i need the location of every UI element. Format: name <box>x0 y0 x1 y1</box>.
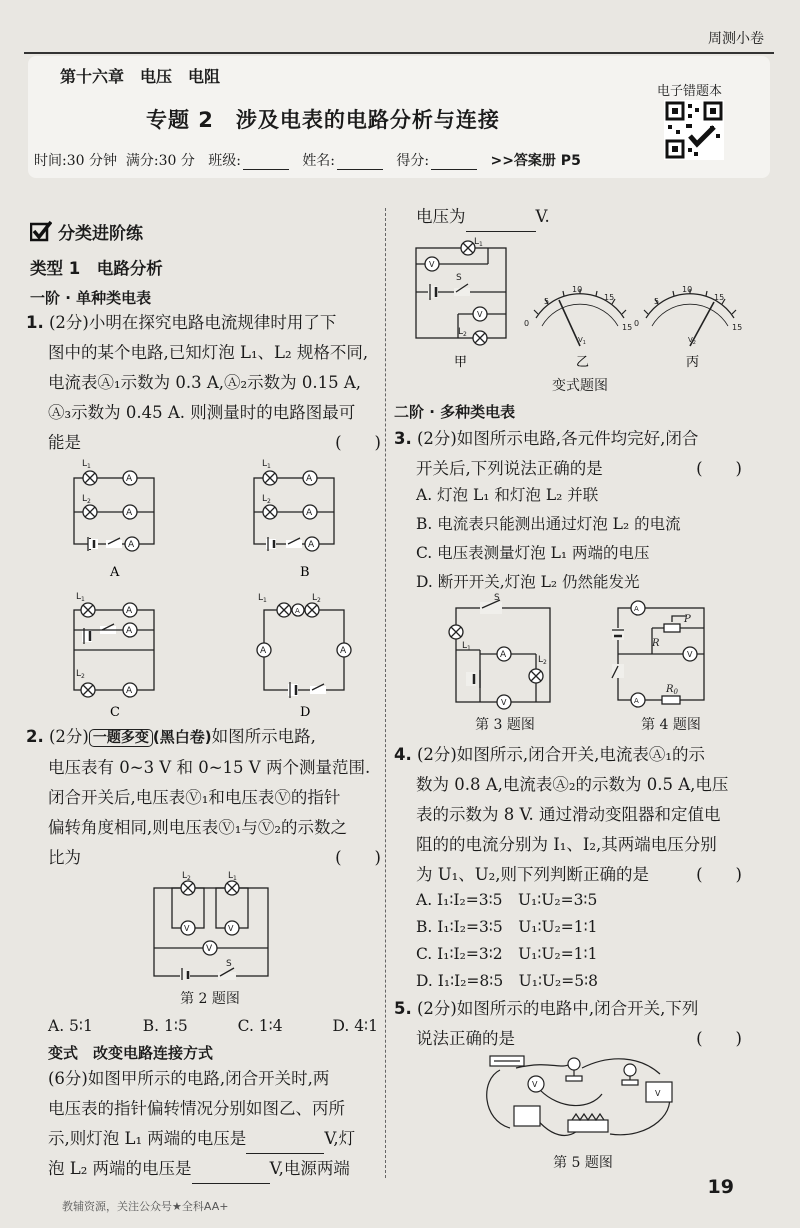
footer-note: 教辅资源，关注公众号★全科AA+ <box>62 1200 229 1213</box>
figure-yi-label: 乙 <box>576 355 590 370</box>
q1-line: 能是 <box>48 433 81 452</box>
circuit-c-label: C <box>110 705 120 720</box>
q3-number: 3. <box>394 429 412 448</box>
score-label: 得分: <box>396 153 430 169</box>
svg-text:15: 15 <box>732 323 743 332</box>
circuit-a-label: A <box>110 565 120 580</box>
svg-text:15: 15 <box>714 293 725 302</box>
svg-text:L1: $L_1$ <box>228 871 237 882</box>
svg-text:10: 10 <box>682 285 693 294</box>
name-label: 姓名: <box>302 153 336 169</box>
variant-continuation <box>416 202 550 232</box>
circuit-b <box>254 471 334 551</box>
svg-text:V: V <box>501 698 507 707</box>
svg-text:A: A <box>306 508 313 518</box>
svg-text:15: 15 <box>604 293 615 302</box>
variant-cont-tail: V. <box>535 207 550 226</box>
svg-text:A: A <box>634 697 639 705</box>
variant-line: V,灯 <box>324 1129 356 1148</box>
q1-line: 图中的某个电路,已知灯泡 L₁、L₂ 规格不同, <box>48 343 369 362</box>
svg-text:R0: $R_0$ <box>666 684 678 696</box>
q4-option-c[interactable]: C. I₁∶I₂=3∶2 U₁∶U₂=1∶1 <box>416 945 598 963</box>
figure-bing-label: 丙 <box>686 355 700 370</box>
class-label: 班级: <box>208 153 241 169</box>
section-title: 分类进阶练 <box>58 224 143 244</box>
circuit-a <box>74 471 154 551</box>
svg-text:5: 5 <box>544 297 550 306</box>
circuit-c <box>74 603 154 697</box>
svg-text:10: 10 <box>572 285 583 294</box>
svg-text:A: A <box>128 540 135 550</box>
q3-line: (2分)如图所示电路,各元件均完好,闭合 <box>417 429 699 448</box>
q3-caption: 第 3 题图 <box>475 717 535 733</box>
q2-answer-paren[interactable]: ( ) <box>335 848 381 867</box>
q2-line: 电压表有 0~3 V 和 0~15 V 两个测量范围. <box>48 758 371 777</box>
chapter-title: 第十六章 电压 电阻 <box>60 67 221 86</box>
variant-text <box>48 1064 384 1184</box>
q1-line: 电流表Ⓐ₁示数为 0.3 A,Ⓐ₂示数为 0.15 A, <box>48 373 362 392</box>
svg-text:A: A <box>126 606 133 616</box>
svg-text:A: A <box>340 646 347 656</box>
q2-circuit <box>146 868 276 980</box>
variant-line: 示,则灯泡 L₁ 两端的电压是 <box>48 1129 247 1148</box>
q1-answer-paren[interactable]: ( ) <box>335 433 381 452</box>
svg-text:S: S <box>494 593 500 603</box>
q2-options <box>48 1013 378 1040</box>
name-blank[interactable] <box>337 155 383 170</box>
q2-line: 如图所示电路, <box>211 727 316 746</box>
circuit-b-label: B <box>300 565 310 580</box>
q1-circuits <box>60 450 370 720</box>
q2-prefix: (2分) <box>49 727 89 746</box>
q4-line: 阻的的电流分别为 I₁、I₂,其两端电压分别 <box>416 835 717 854</box>
svg-text:L2: $L_2$ <box>76 669 85 680</box>
svg-text:L1: $L_1$ <box>462 641 471 652</box>
variant-line: 泡 L₂ 两端的电压是 <box>48 1159 192 1178</box>
q4-option-a[interactable]: A. I₁∶I₂=3∶5 U₁∶U₂=3∶5 <box>416 891 598 909</box>
svg-text:V: V <box>206 944 213 954</box>
svg-text:V: V <box>429 260 435 269</box>
svg-text:A: A <box>295 607 300 615</box>
svg-text:A: A <box>126 474 133 484</box>
svg-text:L2: $L_2$ <box>458 327 467 338</box>
check-icon <box>30 220 52 242</box>
q3-option-b[interactable]: B. 电流表只能测出通过灯泡 L₂ 的电流 <box>416 515 681 533</box>
svg-text:15: 15 <box>622 323 633 332</box>
question-3 <box>394 424 742 484</box>
q2-option-d[interactable]: D. 4∶1 <box>332 1017 378 1035</box>
class-blank[interactable] <box>243 155 289 170</box>
svg-text:A: A <box>126 686 133 696</box>
svg-text:V2: $V_2$ <box>688 336 696 346</box>
figure-jia-label: 甲 <box>454 355 468 370</box>
time-label: 时间:30 分钟 <box>34 153 117 169</box>
svg-text:5: 5 <box>654 297 660 306</box>
svg-text:A: A <box>126 508 133 518</box>
variant-line: (6分)如图甲所示的电路,闭合开关时,两 <box>48 1069 330 1088</box>
svg-text:S: S <box>226 959 232 969</box>
svg-text:L2: $L_2$ <box>538 655 547 666</box>
svg-text:L1: $L_1$ <box>76 592 85 603</box>
question-4 <box>394 740 742 890</box>
header-info-row <box>34 150 581 170</box>
header-top-rule <box>24 52 774 54</box>
q4-number: 4. <box>394 745 412 764</box>
page-number: 19 <box>707 1176 734 1198</box>
circuit-d-label: D <box>300 705 311 720</box>
q1-number: 1. <box>26 313 44 332</box>
svg-text:V: V <box>532 1080 538 1089</box>
svg-text:V: V <box>655 1089 661 1098</box>
svg-text:A: A <box>308 540 315 550</box>
q3-option-d[interactable]: D. 断开开关,灯泡 L₂ 仍然能发光 <box>416 573 640 591</box>
q3-options <box>416 481 746 597</box>
svg-text:S: S <box>456 273 462 283</box>
score-blank[interactable] <box>431 155 477 170</box>
q2-line: 比为 <box>48 848 81 867</box>
q5-caption: 第 5 题图 <box>553 1155 613 1171</box>
q4-line: (2分)如图所示,闭合开关,电流表Ⓐ₁的示 <box>417 745 705 764</box>
q4-option-d[interactable]: D. I₁∶I₂=8∶5 U₁∶U₂=5∶8 <box>416 972 599 990</box>
q5-line: (2分)如图所示的电路中,闭合开关,下列 <box>417 999 699 1018</box>
svg-text:L1: $L_1$ <box>258 593 267 604</box>
svg-text:A: A <box>500 650 507 660</box>
q5-answer-paren[interactable]: ( ) <box>696 1029 742 1048</box>
q3-line: 开关后,下列说法正确的是 <box>416 459 603 478</box>
variant-cont: 电压为 <box>416 207 466 226</box>
q5-apparatus <box>470 1050 690 1150</box>
question-5 <box>394 994 742 1054</box>
question-2 <box>26 722 381 873</box>
svg-text:A: A <box>260 646 267 656</box>
svg-text:A: A <box>634 605 639 613</box>
svg-text:V: V <box>687 650 693 659</box>
svg-text:0: 0 <box>524 319 530 328</box>
q2-source: (黑白卷) <box>152 728 212 746</box>
svg-text:L2: $L_2$ <box>312 593 321 604</box>
source-voltage-blank[interactable] <box>466 215 536 232</box>
q4-line: 数为 0.8 A,电流表Ⓐ₂的示数为 0.5 A,电压 <box>416 775 729 794</box>
answer-ref: >>答案册 P5 <box>490 153 581 169</box>
svg-text:L1: $L_1$ <box>474 237 483 248</box>
variant-line: 电压表的指针偏转情况分别如图乙、丙所 <box>48 1099 345 1118</box>
q3-answer-paren[interactable]: ( ) <box>696 459 742 478</box>
q2-option-a[interactable]: A. 5∶1 <box>48 1017 93 1035</box>
q3-option-c[interactable]: C. 电压表测量灯泡 L₁ 两端的电压 <box>416 544 650 562</box>
qr-code-icon[interactable] <box>664 100 724 160</box>
q4-circuit <box>604 598 714 710</box>
score-total-label: 满分:30 分 <box>125 153 195 169</box>
q3-option-a[interactable]: A. 灯泡 L₁ 和灯泡 L₂ 并联 <box>416 486 599 504</box>
variant-figures <box>398 234 758 374</box>
variant-title: 变式 改变电路连接方式 <box>48 1044 214 1062</box>
q4-options <box>416 887 746 995</box>
q3-circuit <box>440 592 560 710</box>
circuit-d <box>257 603 351 698</box>
svg-text:L1: $L_1$ <box>262 459 271 470</box>
svg-text:V1: $V_1$ <box>578 336 586 346</box>
q2-number: 2. <box>26 727 44 746</box>
q4-line: 表的示数为 8 V. 通过滑动变阻器和定值电 <box>416 805 721 824</box>
svg-text:L2: $L_2$ <box>262 494 271 505</box>
q2-option-c[interactable]: C. 1∶4 <box>237 1017 283 1035</box>
page-title: 专题 2 涉及电表的电路分析与连接 <box>146 108 500 132</box>
svg-text:R: R <box>652 638 660 649</box>
svg-text:L1: $L_1$ <box>82 459 91 470</box>
column-divider <box>385 208 386 1178</box>
l2-voltage-blank[interactable] <box>192 1167 270 1184</box>
q1-line: (2分)小明在探究电路电流规律时用了下 <box>49 313 337 332</box>
svg-text:V: V <box>477 310 483 319</box>
l1-voltage-blank[interactable] <box>246 1137 324 1154</box>
q2-line: 偏转角度相同,则电压表Ⓥ₁与Ⓥ₂的示数之 <box>48 818 347 837</box>
svg-text:V: V <box>184 924 190 933</box>
type1-heading: 类型 1 电路分析 <box>30 259 163 278</box>
q2-option-b[interactable]: B. 1∶5 <box>142 1017 188 1035</box>
q2-variant-tag: 一题多变 <box>89 729 153 747</box>
svg-text:P: P <box>684 614 691 625</box>
error-book-label: 电子错题本 <box>657 84 723 99</box>
level1-heading: 一阶 · 单种类电表 <box>30 289 152 307</box>
svg-text:V: V <box>228 924 234 933</box>
corner-tag: 周测小卷 <box>708 31 764 47</box>
svg-text:A: A <box>306 474 313 484</box>
question-1 <box>26 308 381 458</box>
svg-text:A: A <box>126 626 133 636</box>
level2-heading: 二阶 · 多种类电表 <box>394 403 516 421</box>
q4-caption: 第 4 题图 <box>641 717 701 733</box>
svg-text:L2: $L_2$ <box>82 494 91 505</box>
q2-caption: 第 2 题图 <box>180 991 240 1007</box>
q1-line: Ⓐ₃示数为 0.45 A. 则测量时的电路图最可 <box>48 403 356 422</box>
q2-line: 闭合开关后,电压表Ⓥ₁和电压表Ⓥ的指针 <box>48 788 341 807</box>
q5-line: 说法正确的是 <box>416 1029 515 1048</box>
svg-text:L2: $L_2$ <box>182 871 191 882</box>
q5-number: 5. <box>394 999 412 1018</box>
q4-line: 为 U₁、U₂,则下列判断正确的是 <box>416 865 650 884</box>
q4-option-b[interactable]: B. I₁∶I₂=3∶5 U₁∶U₂=1∶1 <box>416 918 598 936</box>
variant-line: V,电源两端 <box>269 1159 350 1178</box>
q4-answer-paren[interactable]: ( ) <box>696 865 742 884</box>
svg-text:0: 0 <box>634 319 640 328</box>
variant-caption: 变式题图 <box>552 378 608 394</box>
